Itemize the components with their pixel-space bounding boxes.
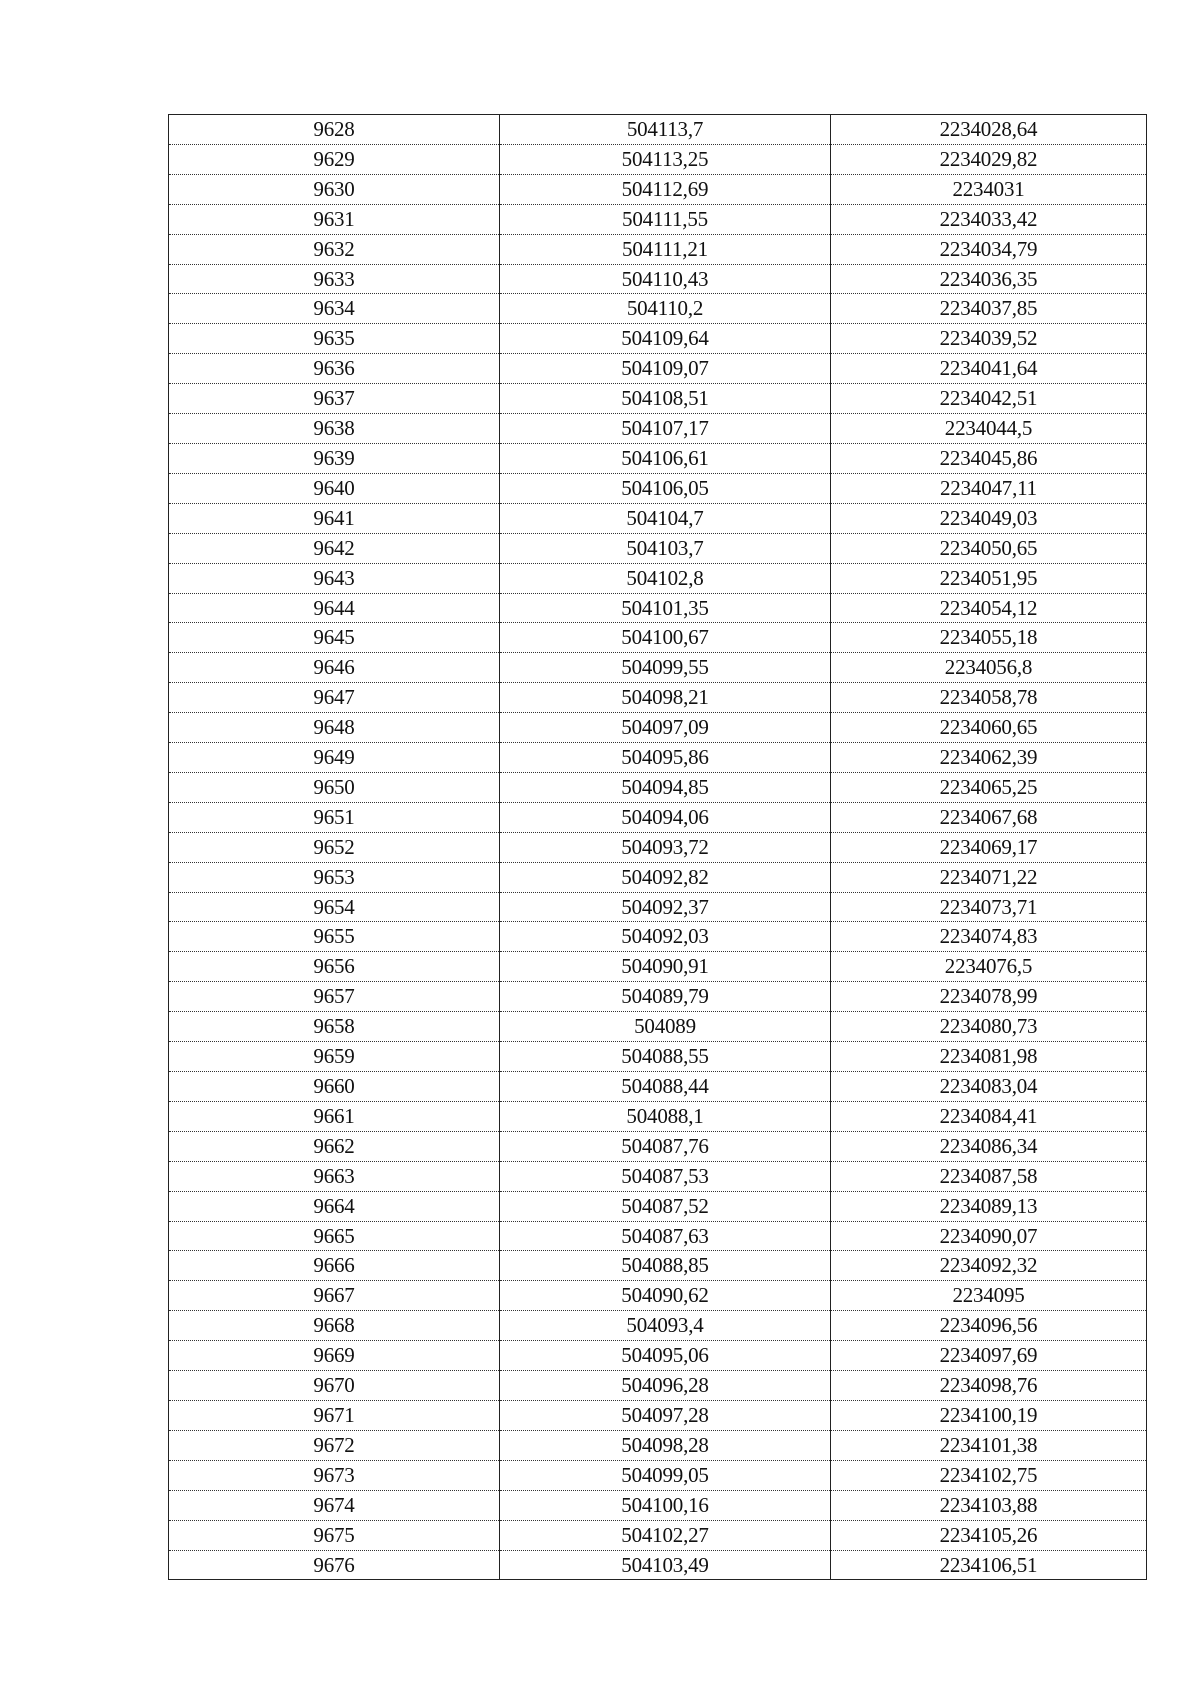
- x-coordinate-cell: 504088,1: [500, 1101, 831, 1131]
- x-coordinate-cell: 504100,16: [500, 1490, 831, 1520]
- point-number-cell: 9667: [169, 1281, 500, 1311]
- y-coordinate-cell: 2234054,12: [831, 593, 1147, 623]
- x-coordinate-cell: 504097,09: [500, 713, 831, 743]
- y-coordinate-cell: 2234073,71: [831, 892, 1147, 922]
- point-number-cell: 9672: [169, 1430, 500, 1460]
- point-number-cell: 9644: [169, 593, 500, 623]
- x-coordinate-cell: 504088,55: [500, 1042, 831, 1072]
- y-coordinate-cell: 2234060,65: [831, 713, 1147, 743]
- y-coordinate-cell: 2234074,83: [831, 922, 1147, 952]
- point-number-cell: 9652: [169, 832, 500, 862]
- point-number-cell: 9661: [169, 1101, 500, 1131]
- table-row: [169, 144, 1147, 174]
- point-number-cell: 9645: [169, 623, 500, 653]
- x-coordinate-cell: 504111,55: [500, 204, 831, 234]
- point-number-cell: 9663: [169, 1161, 500, 1191]
- table-row: [169, 922, 1147, 952]
- y-coordinate-cell: 2234047,11: [831, 473, 1147, 503]
- y-coordinate-cell: 2234067,68: [831, 802, 1147, 832]
- table-row: [169, 354, 1147, 384]
- y-coordinate-cell: 2234065,25: [831, 772, 1147, 802]
- x-coordinate-cell: 504092,03: [500, 922, 831, 952]
- point-number-cell: 9658: [169, 1012, 500, 1042]
- point-number-cell: 9657: [169, 982, 500, 1012]
- x-coordinate-cell: 504102,27: [500, 1520, 831, 1550]
- y-coordinate-cell: 2234031: [831, 174, 1147, 204]
- point-number-cell: 9659: [169, 1042, 500, 1072]
- table-row: [169, 1341, 1147, 1371]
- x-coordinate-cell: 504107,17: [500, 414, 831, 444]
- point-number-cell: 9630: [169, 174, 500, 204]
- point-number-cell: 9632: [169, 234, 500, 264]
- y-coordinate-cell: 2234092,32: [831, 1251, 1147, 1281]
- table-row: [169, 743, 1147, 773]
- x-coordinate-cell: 504098,28: [500, 1430, 831, 1460]
- table-row: [169, 234, 1147, 264]
- x-coordinate-cell: 504112,69: [500, 174, 831, 204]
- x-coordinate-cell: 504094,85: [500, 772, 831, 802]
- table-row: [169, 294, 1147, 324]
- y-coordinate-cell: 2234056,8: [831, 653, 1147, 683]
- point-number-cell: 9653: [169, 862, 500, 892]
- point-number-cell: 9648: [169, 713, 500, 743]
- point-number-cell: 9666: [169, 1251, 500, 1281]
- x-coordinate-cell: 504098,21: [500, 683, 831, 713]
- x-coordinate-cell: 504094,06: [500, 802, 831, 832]
- table-row: [169, 1072, 1147, 1102]
- point-number-cell: 9673: [169, 1460, 500, 1490]
- table-row: [169, 414, 1147, 444]
- table-row: [169, 443, 1147, 473]
- y-coordinate-cell: 2234081,98: [831, 1042, 1147, 1072]
- table-row: [169, 1430, 1147, 1460]
- y-coordinate-cell: 2234029,82: [831, 144, 1147, 174]
- x-coordinate-cell: 504110,2: [500, 294, 831, 324]
- table-row: [169, 832, 1147, 862]
- point-number-cell: 9662: [169, 1131, 500, 1161]
- y-coordinate-cell: 2234078,99: [831, 982, 1147, 1012]
- table-row: [169, 982, 1147, 1012]
- point-number-cell: 9637: [169, 384, 500, 414]
- x-coordinate-cell: 504097,28: [500, 1400, 831, 1430]
- x-coordinate-cell: 504088,44: [500, 1072, 831, 1102]
- x-coordinate-cell: 504087,63: [500, 1221, 831, 1251]
- point-number-cell: 9668: [169, 1311, 500, 1341]
- y-coordinate-cell: 2234044,5: [831, 414, 1147, 444]
- table-row: [169, 772, 1147, 802]
- y-coordinate-cell: 2234089,13: [831, 1191, 1147, 1221]
- point-number-cell: 9633: [169, 264, 500, 294]
- table-row: [169, 1251, 1147, 1281]
- x-coordinate-cell: 504101,35: [500, 593, 831, 623]
- table-row: [169, 683, 1147, 713]
- point-number-cell: 9640: [169, 473, 500, 503]
- table-row: [169, 1131, 1147, 1161]
- y-coordinate-cell: 2234033,42: [831, 204, 1147, 234]
- y-coordinate-cell: 2234069,17: [831, 832, 1147, 862]
- x-coordinate-cell: 504092,82: [500, 862, 831, 892]
- point-number-cell: 9650: [169, 772, 500, 802]
- table-row: [169, 1101, 1147, 1131]
- point-number-cell: 9634: [169, 294, 500, 324]
- x-coordinate-cell: 504090,91: [500, 952, 831, 982]
- y-coordinate-cell: 2234045,86: [831, 443, 1147, 473]
- x-coordinate-cell: 504113,25: [500, 144, 831, 174]
- y-coordinate-cell: 2234058,78: [831, 683, 1147, 713]
- x-coordinate-cell: 504102,8: [500, 563, 831, 593]
- table-row: [169, 653, 1147, 683]
- y-coordinate-cell: 2234028,64: [831, 115, 1147, 145]
- y-coordinate-cell: 2234036,35: [831, 264, 1147, 294]
- y-coordinate-cell: 2234042,51: [831, 384, 1147, 414]
- table-row: [169, 1281, 1147, 1311]
- table-row: [169, 1400, 1147, 1430]
- x-coordinate-cell: 504106,05: [500, 473, 831, 503]
- table-row: [169, 1520, 1147, 1550]
- y-coordinate-cell: 2234062,39: [831, 743, 1147, 773]
- y-coordinate-cell: 2234086,34: [831, 1131, 1147, 1161]
- x-coordinate-cell: 504093,72: [500, 832, 831, 862]
- table-row: [169, 623, 1147, 653]
- point-number-cell: 9642: [169, 533, 500, 563]
- y-coordinate-cell: 2234102,75: [831, 1460, 1147, 1490]
- x-coordinate-cell: 504113,7: [500, 115, 831, 145]
- x-coordinate-cell: 504099,05: [500, 1460, 831, 1490]
- y-coordinate-cell: 2234051,95: [831, 563, 1147, 593]
- table-row: [169, 563, 1147, 593]
- point-number-cell: 9646: [169, 653, 500, 683]
- table-row: [169, 503, 1147, 533]
- point-number-cell: 9671: [169, 1400, 500, 1430]
- coordinates-table: [168, 114, 1147, 1580]
- x-coordinate-cell: 504095,06: [500, 1341, 831, 1371]
- x-coordinate-cell: 504090,62: [500, 1281, 831, 1311]
- x-coordinate-cell: 504089,79: [500, 982, 831, 1012]
- y-coordinate-cell: 2234071,22: [831, 862, 1147, 892]
- point-number-cell: 9629: [169, 144, 500, 174]
- y-coordinate-cell: 2234083,04: [831, 1072, 1147, 1102]
- point-number-cell: 9674: [169, 1490, 500, 1520]
- y-coordinate-cell: 2234034,79: [831, 234, 1147, 264]
- table-row: [169, 174, 1147, 204]
- x-coordinate-cell: 504087,53: [500, 1161, 831, 1191]
- point-number-cell: 9647: [169, 683, 500, 713]
- y-coordinate-cell: 2234055,18: [831, 623, 1147, 653]
- point-number-cell: 9656: [169, 952, 500, 982]
- x-coordinate-cell: 504109,64: [500, 324, 831, 354]
- x-coordinate-cell: 504093,4: [500, 1311, 831, 1341]
- point-number-cell: 9651: [169, 802, 500, 832]
- table-row: [169, 892, 1147, 922]
- y-coordinate-cell: 2234098,76: [831, 1371, 1147, 1401]
- point-number-cell: 9655: [169, 922, 500, 952]
- point-number-cell: 9641: [169, 503, 500, 533]
- x-coordinate-cell: 504087,52: [500, 1191, 831, 1221]
- point-number-cell: 9628: [169, 115, 500, 145]
- table-row: [169, 1490, 1147, 1520]
- x-coordinate-cell: 504103,7: [500, 533, 831, 563]
- x-coordinate-cell: 504103,49: [500, 1550, 831, 1580]
- table-row: [169, 862, 1147, 892]
- table-row: [169, 204, 1147, 234]
- table-row: [169, 1161, 1147, 1191]
- x-coordinate-cell: 504087,76: [500, 1131, 831, 1161]
- table-row: [169, 264, 1147, 294]
- point-number-cell: 9643: [169, 563, 500, 593]
- table-row: [169, 1191, 1147, 1221]
- table-row: [169, 593, 1147, 623]
- y-coordinate-cell: 2234097,69: [831, 1341, 1147, 1371]
- x-coordinate-cell: 504092,37: [500, 892, 831, 922]
- coordinates-table-body: [169, 115, 1147, 1580]
- point-number-cell: 9636: [169, 354, 500, 384]
- y-coordinate-cell: 2234050,65: [831, 533, 1147, 563]
- y-coordinate-cell: 2234090,07: [831, 1221, 1147, 1251]
- point-number-cell: 9675: [169, 1520, 500, 1550]
- x-coordinate-cell: 504100,67: [500, 623, 831, 653]
- table-row: [169, 1042, 1147, 1072]
- point-number-cell: 9635: [169, 324, 500, 354]
- y-coordinate-cell: 2234096,56: [831, 1311, 1147, 1341]
- point-number-cell: 9631: [169, 204, 500, 234]
- x-coordinate-cell: 504106,61: [500, 443, 831, 473]
- table-row: [169, 1550, 1147, 1580]
- y-coordinate-cell: 2234100,19: [831, 1400, 1147, 1430]
- table-row: [169, 473, 1147, 503]
- table-row: [169, 1460, 1147, 1490]
- x-coordinate-cell: 504088,85: [500, 1251, 831, 1281]
- y-coordinate-cell: 2234106,51: [831, 1550, 1147, 1580]
- point-number-cell: 9639: [169, 443, 500, 473]
- table-row: [169, 713, 1147, 743]
- table-row: [169, 1371, 1147, 1401]
- x-coordinate-cell: 504111,21: [500, 234, 831, 264]
- point-number-cell: 9670: [169, 1371, 500, 1401]
- table-row: [169, 802, 1147, 832]
- point-number-cell: 9638: [169, 414, 500, 444]
- table-row: [169, 1221, 1147, 1251]
- x-coordinate-cell: 504095,86: [500, 743, 831, 773]
- y-coordinate-cell: 2234087,58: [831, 1161, 1147, 1191]
- y-coordinate-cell: 2234080,73: [831, 1012, 1147, 1042]
- table-row: [169, 324, 1147, 354]
- y-coordinate-cell: 2234103,88: [831, 1490, 1147, 1520]
- x-coordinate-cell: 504104,7: [500, 503, 831, 533]
- table-row: [169, 115, 1147, 145]
- point-number-cell: 9660: [169, 1072, 500, 1102]
- y-coordinate-cell: 2234105,26: [831, 1520, 1147, 1550]
- point-number-cell: 9649: [169, 743, 500, 773]
- table-row: [169, 1311, 1147, 1341]
- point-number-cell: 9669: [169, 1341, 500, 1371]
- y-coordinate-cell: 2234049,03: [831, 503, 1147, 533]
- y-coordinate-cell: 2234076,5: [831, 952, 1147, 982]
- point-number-cell: 9665: [169, 1221, 500, 1251]
- y-coordinate-cell: 2234037,85: [831, 294, 1147, 324]
- x-coordinate-cell: 504096,28: [500, 1371, 831, 1401]
- point-number-cell: 9676: [169, 1550, 500, 1580]
- point-number-cell: 9654: [169, 892, 500, 922]
- x-coordinate-cell: 504110,43: [500, 264, 831, 294]
- table-row: [169, 952, 1147, 982]
- x-coordinate-cell: 504089: [500, 1012, 831, 1042]
- x-coordinate-cell: 504108,51: [500, 384, 831, 414]
- table-row: [169, 384, 1147, 414]
- y-coordinate-cell: 2234084,41: [831, 1101, 1147, 1131]
- y-coordinate-cell: 2234039,52: [831, 324, 1147, 354]
- table-row: [169, 533, 1147, 563]
- y-coordinate-cell: 2234101,38: [831, 1430, 1147, 1460]
- table-row: [169, 1012, 1147, 1042]
- y-coordinate-cell: 2234041,64: [831, 354, 1147, 384]
- x-coordinate-cell: 504109,07: [500, 354, 831, 384]
- point-number-cell: 9664: [169, 1191, 500, 1221]
- x-coordinate-cell: 504099,55: [500, 653, 831, 683]
- y-coordinate-cell: 2234095: [831, 1281, 1147, 1311]
